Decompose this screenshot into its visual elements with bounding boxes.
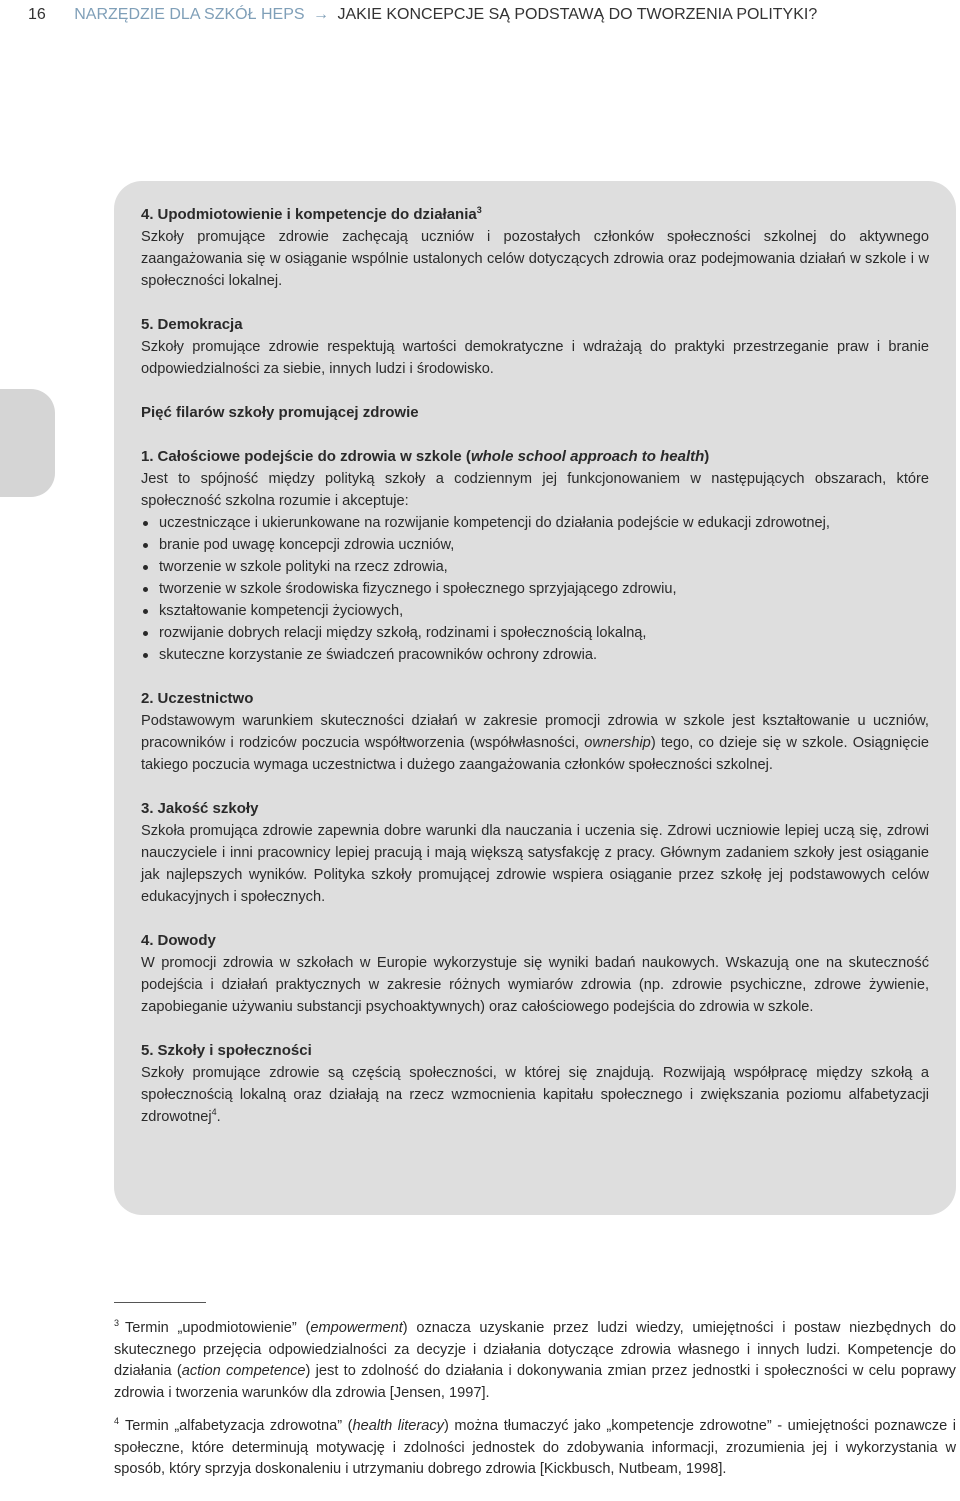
section-text: Szkoły promujące zdrowie respektują wartości demokratyczne i wdrażają do praktyki przestrzeganie praw i branie odpowiedzialności za siebie, innych ludzi i środowisko. [141,339,929,377]
section-heading: 5. Szkoły i społeczności [141,1042,312,1059]
pillars-heading-block [141,402,929,424]
pillar-5 [141,1040,929,1128]
pillar-2 [141,688,929,776]
page-number: 16 [28,6,46,23]
content-text [141,204,929,1128]
pillar-4 [141,930,929,1018]
section-heading: 5. Demokracja [141,316,243,333]
list-item: kształtowanie kompetencji życiowych, [141,600,929,622]
list-item: skuteczne korzystanie ze świadczeń pracowników ochrony zdrowia. [141,644,929,666]
section-5 [141,314,929,380]
list-item: tworzenie w szkole środowiska fizycznego i społecznego sprzyjającego zdrowiu, [141,578,929,600]
bullet-list [141,512,929,666]
section-text: W promocji zdrowia w szkołach w Europie wykorzystuje się wyniki badań naukowych. Wskazują one na skuteczność podejścia i działań praktycznych w zakresie różnych wymiarów zdrowia (np. zdrowie psychiczne, zdrowe żywienie, zapobieganie używaniu substancji psychoaktywnych) oraz całościowego podejścia do zdrowia w szkole. [141,955,929,1015]
section-text: Jest to spójność między polityką szkoły a codziennym jej funkcjonowaniem w następujących obszarach, które społeczność szkolna rozumie i akceptuje: [141,471,929,509]
section-heading: 1. Całościowe podejście do zdrowia w szkole (whole school approach to health) [141,448,710,465]
pillar-3 [141,798,929,908]
section-text: Szkoły promujące zdrowie są częścią społeczności, w której się znajdują. Rozwijają współpracę między szkołą a społecznością lokalną oraz działają na rzecz wzmocnienia kapitału społecznego i zwiększania poziomu alfabetyzacji zdrowotnej$^4$. [141,1065,929,1125]
footnote-divider [114,1302,206,1303]
section-text: Szkoła promująca zdrowie zapewnia dobre warunki dla nauczania i uczenia się. Zdrowi uczniowie lepiej uczą się, zdrowi nauczyciele i inni pracownicy lepiej pracują i mają większą satysfakcję z pracy. Głównym zadaniem szkoły jest osiąganie jak najlepszych wyników. Polityka szkoły promującej zdrowie wspiera osiąganie przez szkołę jej podstawowych celów edukacyjnych i społecznych. [141,823,929,905]
header-publication-title: NARZĘDZIE DLA SZKÓŁ HEPS [74,6,305,23]
section-4 [141,204,929,292]
pillar-1 [141,446,929,666]
footnote-3: $^3$ Termin „upodmiotowienie” (empowerment) oznacza uzyskanie przez ludzi wiedzy, umiejętności i postaw niezbędnych do skutecznego przejęcia odpowiedzialności za decyzje i działania dotyczące zdrowia własnego i innych ludzi. Kompetencje do działania (action competence) jest to zdolność do działania i dokonywania zmian przez jednostki i społeczności w celu poprawy zdrowia i tworzenia warunków dla zdrowia [Jensen, 1997]. [114,1318,956,1401]
section-text: Podstawowym warunkiem skuteczności działań w zakresie promocji zdrowia w szkole jest kształtowanie u uczniów, pracowników i rodziców poczucia współtworzenia (współwłasności, ownership) tego, co dzieje się w szkole. Osiągnięcie takiego poczucia wymaga uczestnictwa i dużego zaangażowania członków społeczności szkolnej. [141,713,929,773]
header-chapter-title: JAKIE KONCEPCJE SĄ PODSTAWĄ DO TWORZENIA POLITYKI? [337,6,818,23]
footnote-4: $^4$ Termin „alfabetyzacja zdrowotna” (health literacy) można tłumaczyć jako „kompetencje zdrowotne” - umiejętności poznawcze i społeczne, które determinują motywację i zdolności jednostek do zdobywania informacji, zrozumienia jej i wykorzystania w sposób, który sprzyja doskonaleniu i utrzymaniu dobrego zdrowia [Kickbusch, Nutbeam, 1998]. [114,1416,957,1477]
pillars-heading: Pięć filarów szkoły promującej zdrowie [141,404,419,421]
list-item: tworzenie w szkole polityki na rzecz zdrowia, [141,556,929,578]
list-item: uczestniczące i ukierunkowane na rozwijanie kompetencji do działania podejście w edukacji zdrowotnej, [141,512,929,534]
list-item: branie pod uwagę koncepcji zdrowia uczniów, [141,534,929,556]
side-tab-marker [0,389,55,497]
section-heading: 4. Upodmiotowienie i kompetencje do działania$^3$ [141,205,482,223]
arrow-icon: → [312,6,329,23]
section-heading: 3. Jakość szkoły [141,800,259,817]
footnote-ref: 4 [211,1107,217,1118]
footnotes [114,1318,956,1481]
section-heading: 4. Dowody [141,932,216,949]
footnote-ref: 3 [476,205,482,215]
section-heading: 2. Uczestnictwo [141,690,254,707]
section-text: Szkoły promujące zdrowie zachęcają uczniów i pozostałych członków społeczności szkolnej do aktywnego zaangażowania się w osiąganie wspólnie ustalonych celów dotyczących zdrowia oraz podejmowania działań w szkole i w społeczności lokalnej. [141,229,929,289]
list-item: rozwijanie dobrych relacji między szkołą, rodzinami i społecznością lokalną, [141,622,929,644]
running-header [28,4,950,26]
